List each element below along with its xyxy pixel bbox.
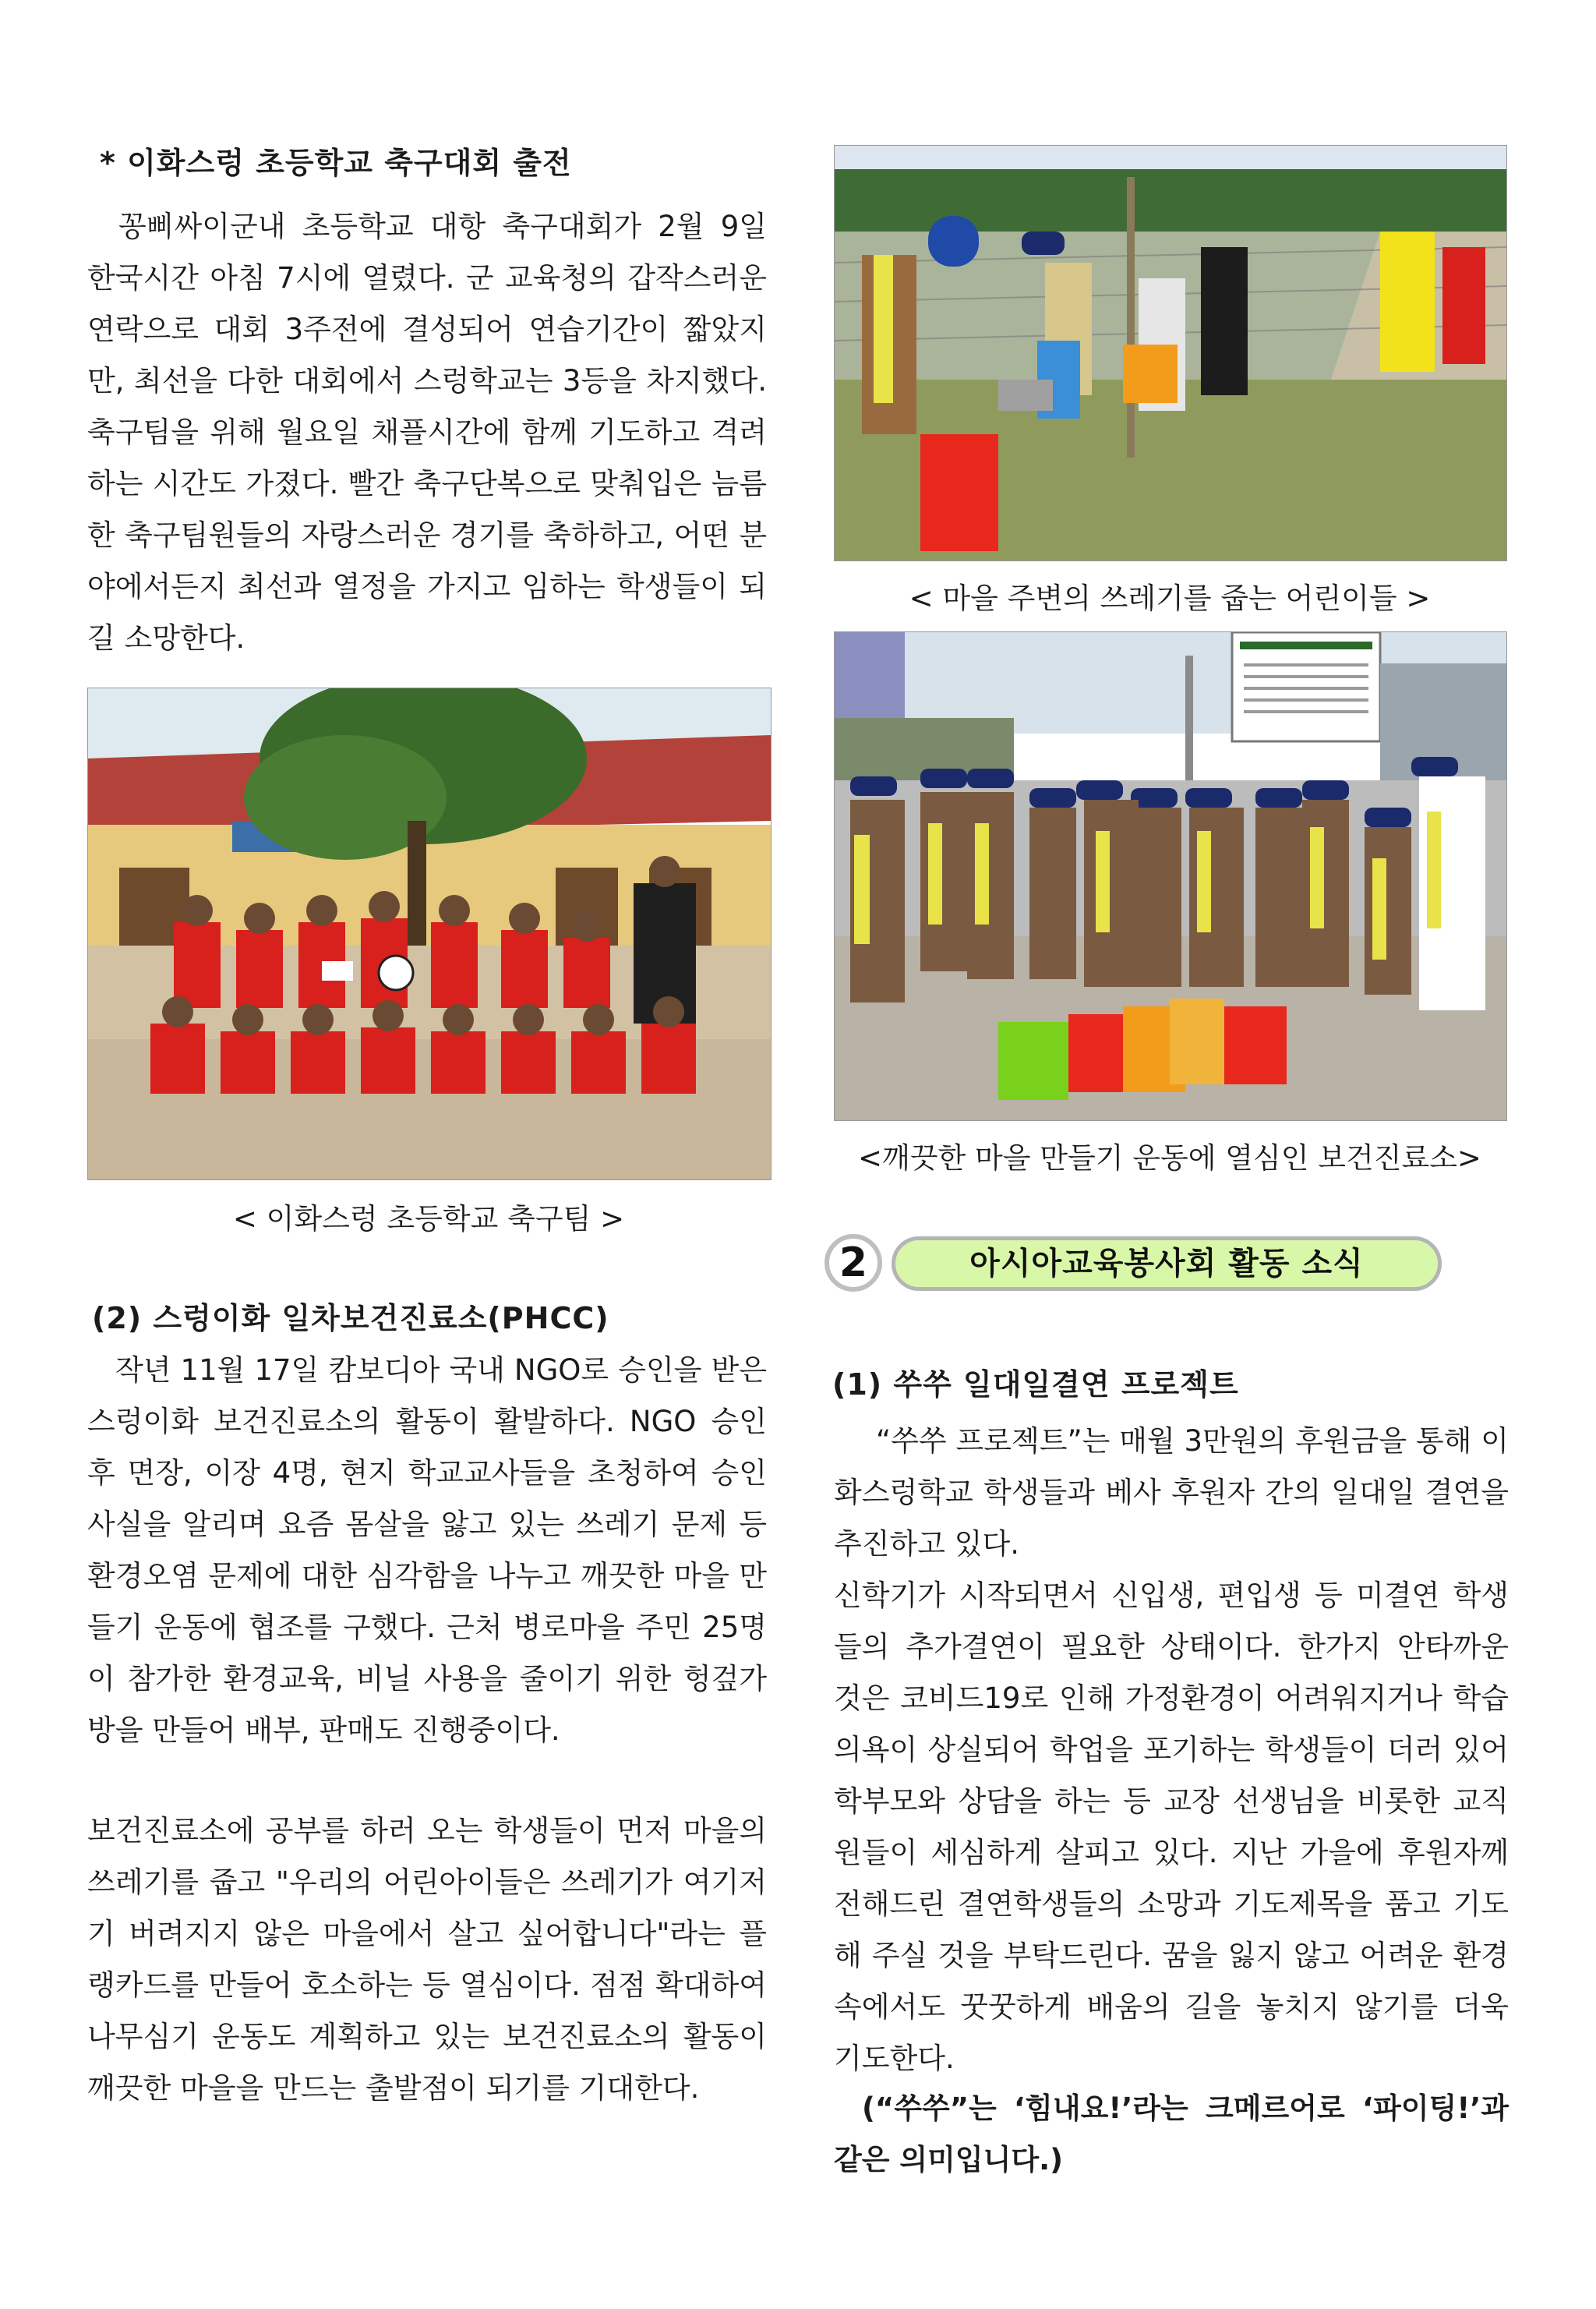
phcc-paragraph-1: 작년 11월 17일 캄보디아 국내 NGO로 승인을 받은 스렁이화 보건진료소의 활동이 활발하다. NGO 승인 후 면장, 이장 4명, 현지 학교교사들을 초청하여 승인사실을 알리며 요즘 몸살을 앓고 있는 쓰레기 문제 등 환경오염 문제에 대한 심각함을 나누고 깨끗한 마을 만들기 운동에 협조를 구했다. 근처 병로마을 주민 25명이 참가한 환경교육, 비닐 사용을 줄이기 위한 헝겊가방을 만들어 배부, 판매도 진행중이다. [87, 1353, 767, 1747]
ssuk-note: (“쑤쑤”는 ‘힘내요!’라는 크메르어로 ‘파이팅!’과 같은 의미입니다.) [834, 2092, 1509, 2176]
ssuk-paragraph-2: 신학기가 시작되면서 신입생, 편입생 등 미결연 학생들의 추가결연이 필요한 상태이다. 한가지 안타까운 것은 코비드19로 인해 가정환경이 어려워지거나 학습의욕이 상실되어 학업을 포기하는 학생들이 더러 있어 학부모와 상담을 하는 등 교장 선생님을 비롯한 교직원들이 세심하게 살피고 있다. 지난 가을에 후원자께 전해드린 결연학생들의 소망과 기도제목을 품고 기도해 주실 것을 부탁드린다. 꿈을 잃지 않고 어려운 환경속에서도 꿋꿋하게 배움의 길을 놓치지 않기를 더욱 기도한다. [834, 1579, 1509, 2075]
soccer-team-caption: < 이화스렁 초등학교 축구팀 > [232, 1202, 625, 1236]
trash-pickup-photo [834, 145, 1507, 561]
phcc-paragraph-2: 보건진료소에 공부를 하러 오는 학생들이 먼저 마을의 쓰레기를 줍고 "우리의 어린아이들은 쓰레기가 여기저기 버려지지 않은 마을에서 살고 싶어합니다"라는 플랭카드를 만들어 호소하는 등 열심이다. 점점 확대하여 나무심기 운동도 계획하고 있는 보건진료소의 활동이 깨끗한 마을을 만드는 출발점이 되기를 기대한다. [87, 1814, 767, 2105]
trash-pickup-caption: < 마을 주변의 쓰레기를 줍는 어린이들 > [909, 582, 1431, 615]
clinic-group-photo [834, 631, 1507, 1121]
soccer-heading: * 이화스렁 초등학교 축구대회 출전 [100, 146, 572, 180]
soccer-team-photo [87, 688, 772, 1180]
clinic-group-caption: <깨끗한 마을 만들기 운동에 열심인 보건진료소> [858, 1141, 1481, 1175]
soccer-paragraph: 꽁삐싸이군내 초등학교 대항 축구대회가 2월 9일 한국시간 아침 7시에 열렸다. 군 교육청의 갑작스러운 연락으로 대회 3주전에 결성되어 연습기간이 짧았지만, 최선을 다한 대회에서 스렁학교는 3등을 차지했다. 축구팀을 위해 월요일 채플시간에 함께 기도하고 격려하는 시간도 가졌다. 빨간 축구단복으로 맞춰입은 늠름한 축구팀원들의 자랑스러운 경기를 축하하고, 어떤 분야에서든지 최선과 열정을 가지고 임하는 학생들이 되길 소망한다. [87, 210, 767, 655]
phcc-heading: (2) 스렁이화 일차보건진료소(PHCC) [92, 1301, 609, 1335]
section-number-badge: 2 [824, 1234, 882, 1292]
ssuk-paragraph-1: “쑤쑤 프로젝트”는 매월 3만원의 후원금을 통해 이화스렁학교 학생들과 베사 후원자 간의 일대일 결연을 추진하고 있다. [834, 1424, 1509, 1561]
ssuk-heading: (1) 쑤쑤 일대일결연 프로젝트 [832, 1367, 1239, 1402]
section-title-banner: 아시아교육봉사회 활동 소식 [892, 1236, 1442, 1291]
